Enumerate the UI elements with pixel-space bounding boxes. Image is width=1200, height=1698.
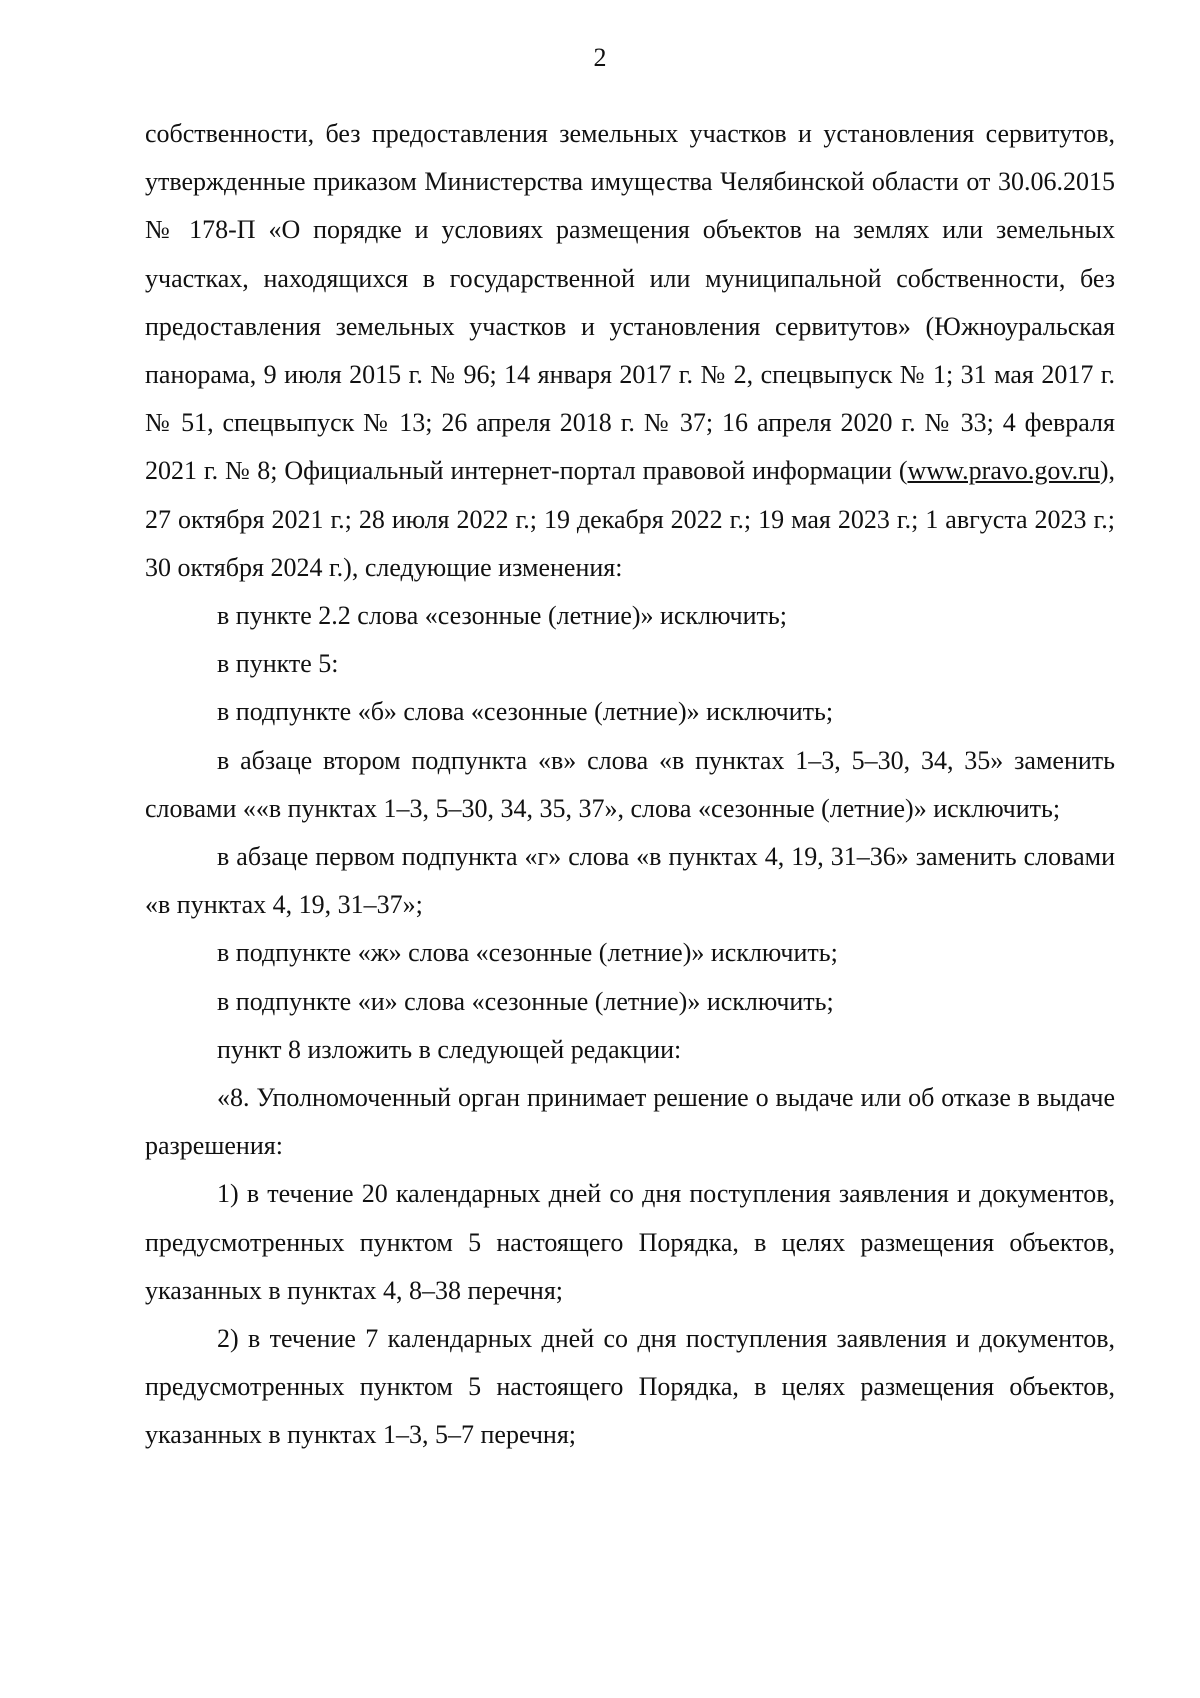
pravo-gov-link[interactable]: www.pravo.gov.ru <box>907 456 1100 486</box>
paragraph-amendment: в пункте 5: <box>217 649 339 679</box>
paragraph-amendment: в подпункте «и» слова «сезонные (летние)» исключить; <box>217 986 834 1016</box>
paragraph-amendment: в подпункте «б» слова «сезонные (летние)» исключить; <box>217 697 834 727</box>
paragraph-amendment: в пункте 2.2 слова «сезонные (летние)» исключить; <box>217 601 787 631</box>
document-body <box>145 110 1115 1460</box>
paragraph-quote: «8. Уполномоченный орган принимает решение о выдаче или об отказе в выдаче разрешения: <box>145 1083 1115 1161</box>
paragraph-amendment: в абзаце первом подпункта «г» слова «в пунктах 4, 19, 31–36» заменить словами «в пунктах 4, 19, 31–37»; <box>145 842 1115 920</box>
paragraph-intro <box>145 110 1115 592</box>
page-number: 2 <box>593 43 607 72</box>
intro-text-start: собственности, без предоставления земельных участков и установления сервитутов, утвержденные приказом Министерства имущества Челябинской области от 30.06.2015 № 178-П «О порядке и условиях размещения объектов на землях или земельных участках, находящихся в государственной или муниципальной собственности, без предоставления земельных участков и установления сервитутов» (Южноуральская панорама, 9 июля 2015 г. № 96; 14 января 2017 г. № 2, спецвыпуск № 1; 31 мая 2017 г. № 51, спецвыпуск № 13; 26 апреля 2018 г. № 37; 16 апреля 2020 г. № 33; 4 февраля 2021 г. № 8; Официальный интернет-портал правовой информации ( <box>145 119 1115 486</box>
paragraph-amendment: в абзаце втором подпункта «в» слова «в пунктах 1–3, 5–30, 34, 35» заменить словами ««в пунктах 1–3, 5–30, 34, 35, 37», слова «сезонные (летние)» исключить; <box>145 745 1115 823</box>
paragraph-amendment: пункт 8 изложить в следующей редакции: <box>217 1034 682 1064</box>
paragraph-list-item: 1) в течение 20 календарных дней со дня поступления заявления и документов, предусмотренных пунктом 5 настоящего Порядка, в целях размещения объектов, указанных в пунктах 4, 8–38 перечня; <box>145 1179 1115 1305</box>
intro-text-end: ), 27 октября 2021 г.; 28 июля 2022 г.; 19 декабря 2022 г.; 19 мая 2023 г.; 1 августа 2023 г.; 30 октября 2024 г.), следующие изменения: <box>145 456 1115 582</box>
paragraph-list-item: 2) в течение 7 календарных дней со дня поступления заявления и документов, предусмотренных пунктом 5 настоящего Порядка, в целях размещения объектов, указанных в пунктах 1–3, 5–7 перечня; <box>145 1324 1115 1450</box>
paragraph-amendment: в подпункте «ж» слова «сезонные (летние)» исключить; <box>217 938 838 968</box>
